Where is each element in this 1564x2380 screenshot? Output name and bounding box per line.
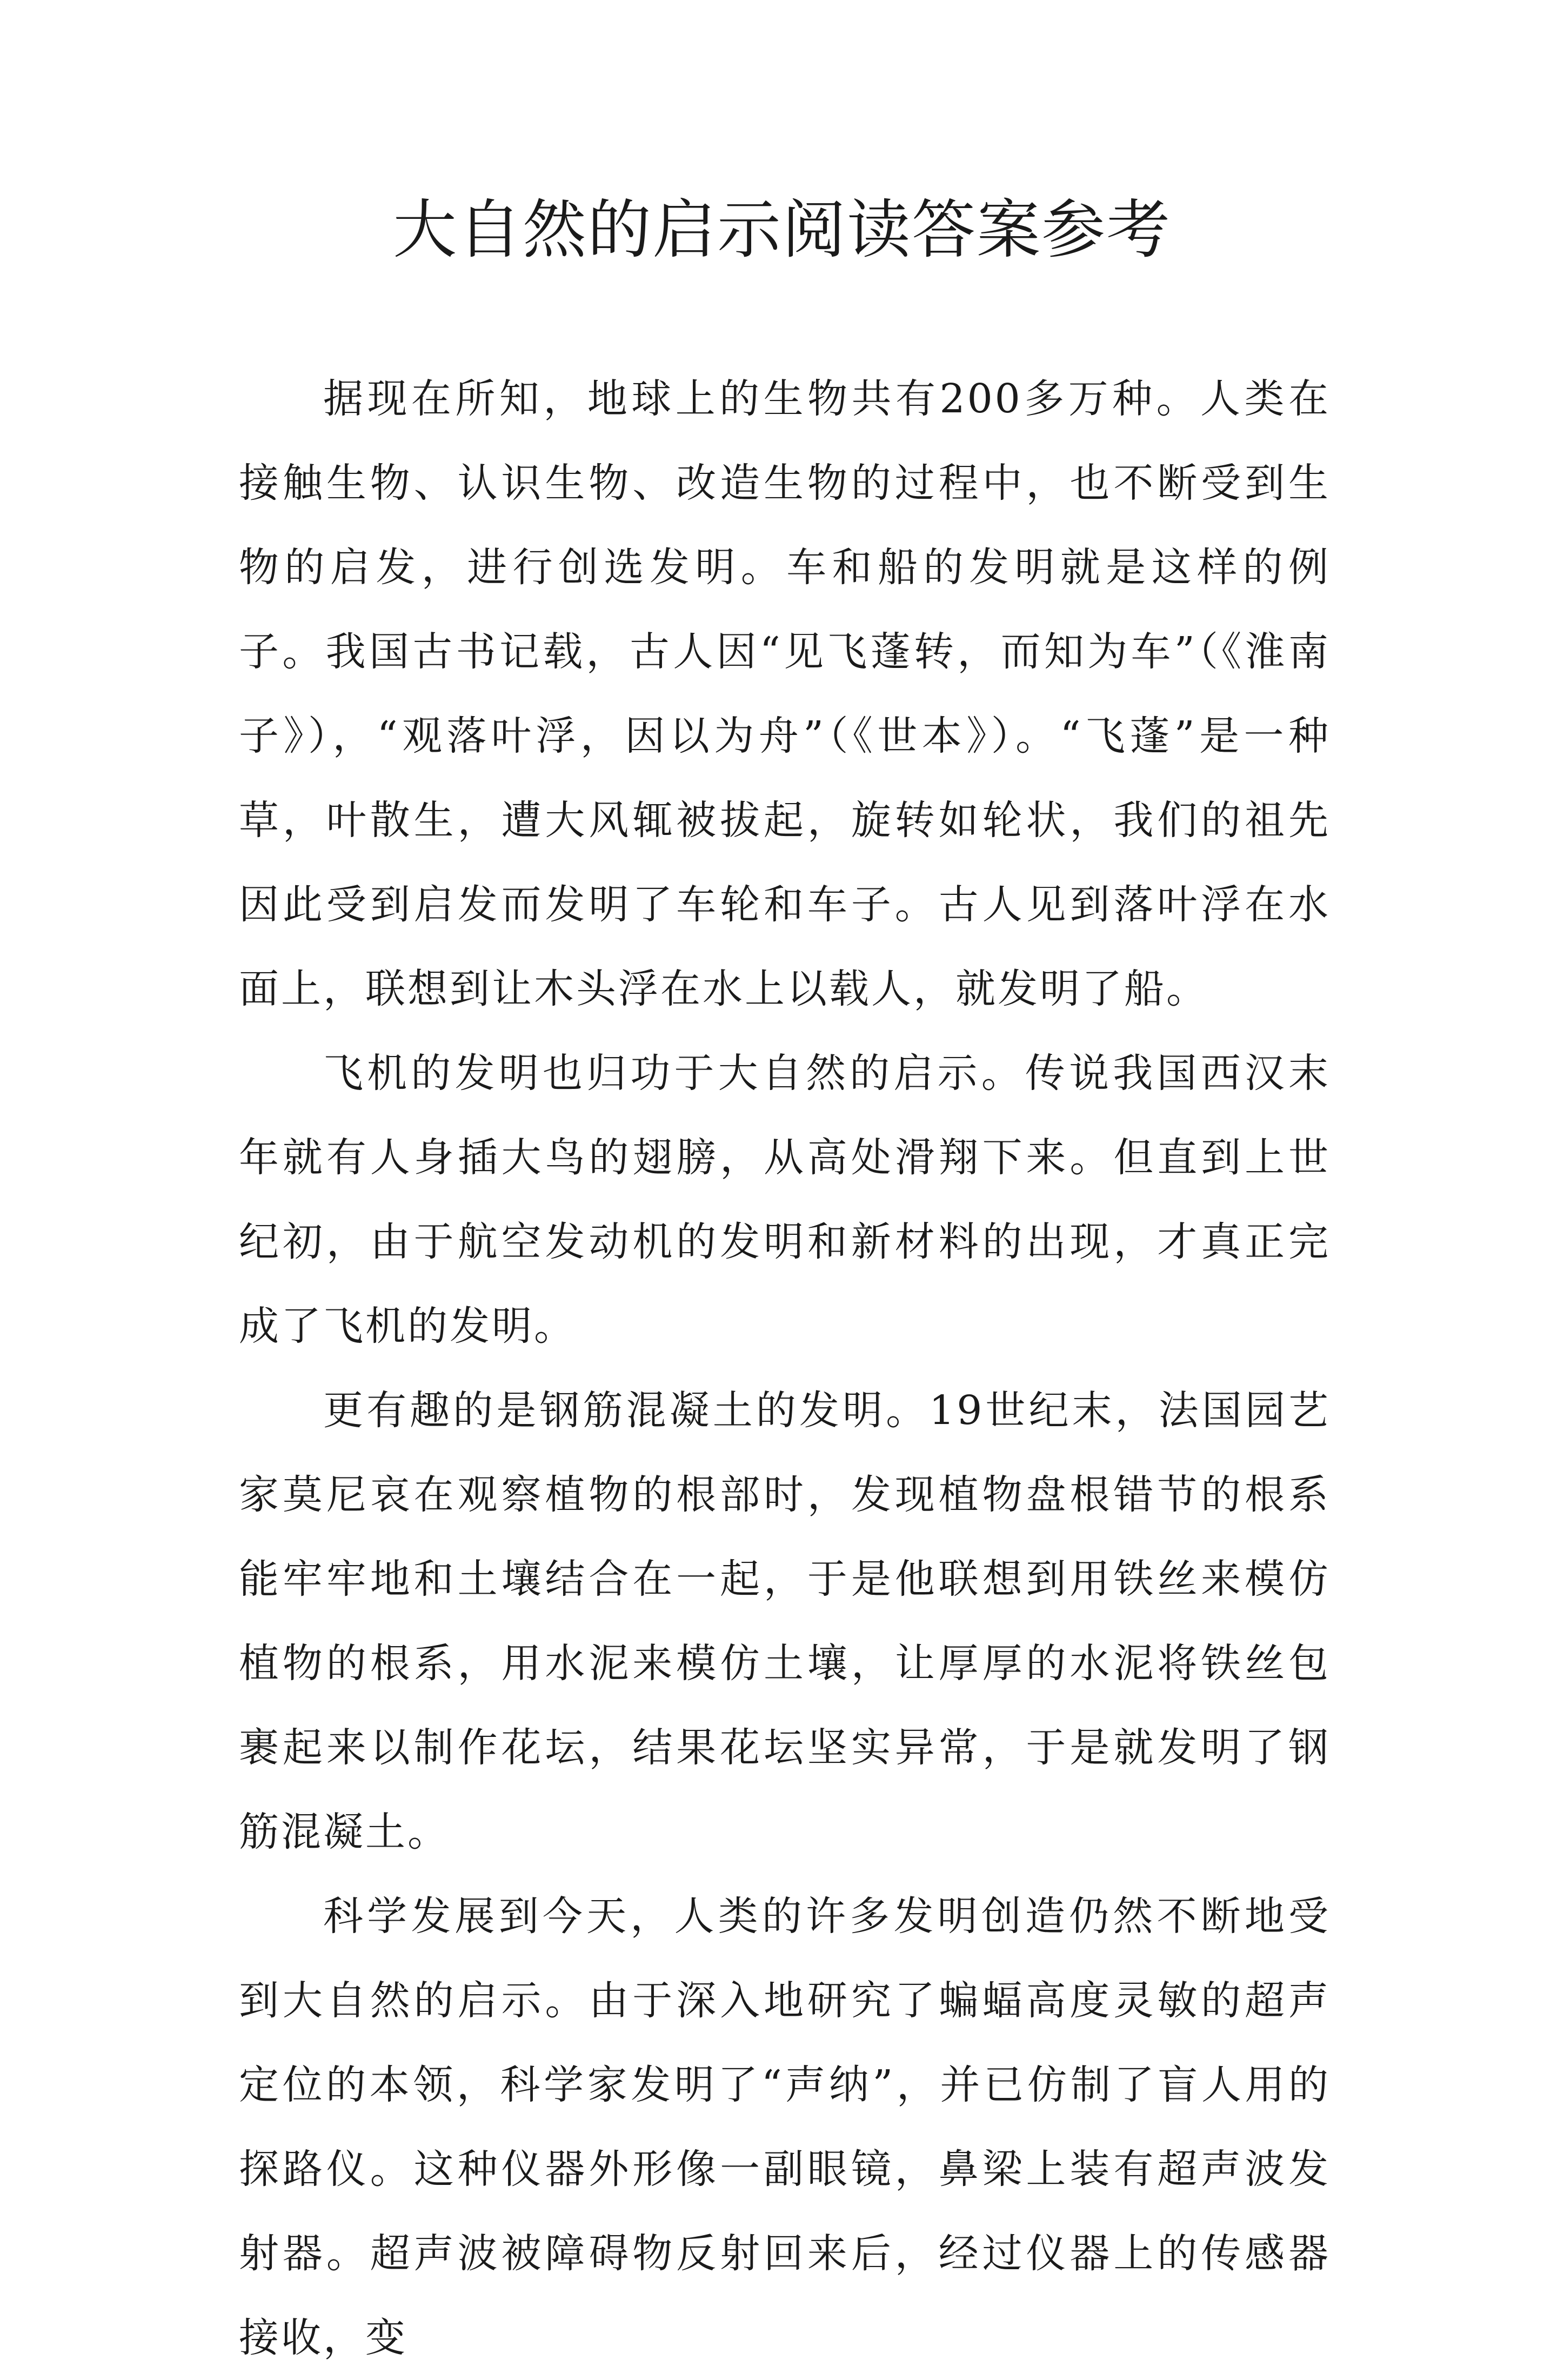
document-title: 大自然的启示阅读答案参考 <box>392 192 1171 267</box>
paragraph-3: 更有趣的是钢筋混凝土的发明。19世纪末，法国园艺家莫尼哀在观察植物的根部时，发现植物盘根错节的根系能牢牢地和土壤结合在一起，于是他联想到用铁丝来模仿植物的根系，用水泥来模仿土壤，让厚厚的水泥将铁丝包裹起来以制作花坛，结果花坛坚实异常，于是就发明了钢筋混凝土。 <box>239 1387 1331 1855</box>
paragraph-2: 飞机的发明也归功于大自然的启示。传说我国西汉末年就有人身插大鸟的翅膀，从高处滑翔下来。但直到上世纪初，由于航空发动机的发明和新材料的出现，才真正完成了飞机的发明。 <box>239 1050 1331 1349</box>
document-body <box>239 357 1331 2380</box>
paragraph-4: 科学发展到今天，人类的许多发明创造仍然不断地受到大自然的启示。由于深入地研究了蝙蝠高度灵敏的超声定位的本领，科学家发明了“声纳”，并已仿制了盲人用的探路仪。这种仪器外形像一副眼镜，鼻梁上装有超声波发射器。超声波被障碍物反射回来后，经过仪器上的传感器接收，变 <box>239 1893 1331 2361</box>
paragraph-1: 据现在所知，地球上的生物共有200多万种。人类在接触生物、认识生物、改造生物的过程中，也不断受到生物的启发，进行创选发明。车和船的发明就是这样的例子。我国古书记载，古人因“见飞蓬转，而知为车”（《淮南子》），“观落叶浮，因以为舟”（《世本》）。“飞蓬”是一种草，叶散生，遭大风辄被拔起，旋转如轮状，我们的祖先因此受到启发而发明了车轮和车子。古人见到落叶浮在水面上，联想到让木头浮在水上以载人，就发明了船。 <box>239 376 1331 1012</box>
